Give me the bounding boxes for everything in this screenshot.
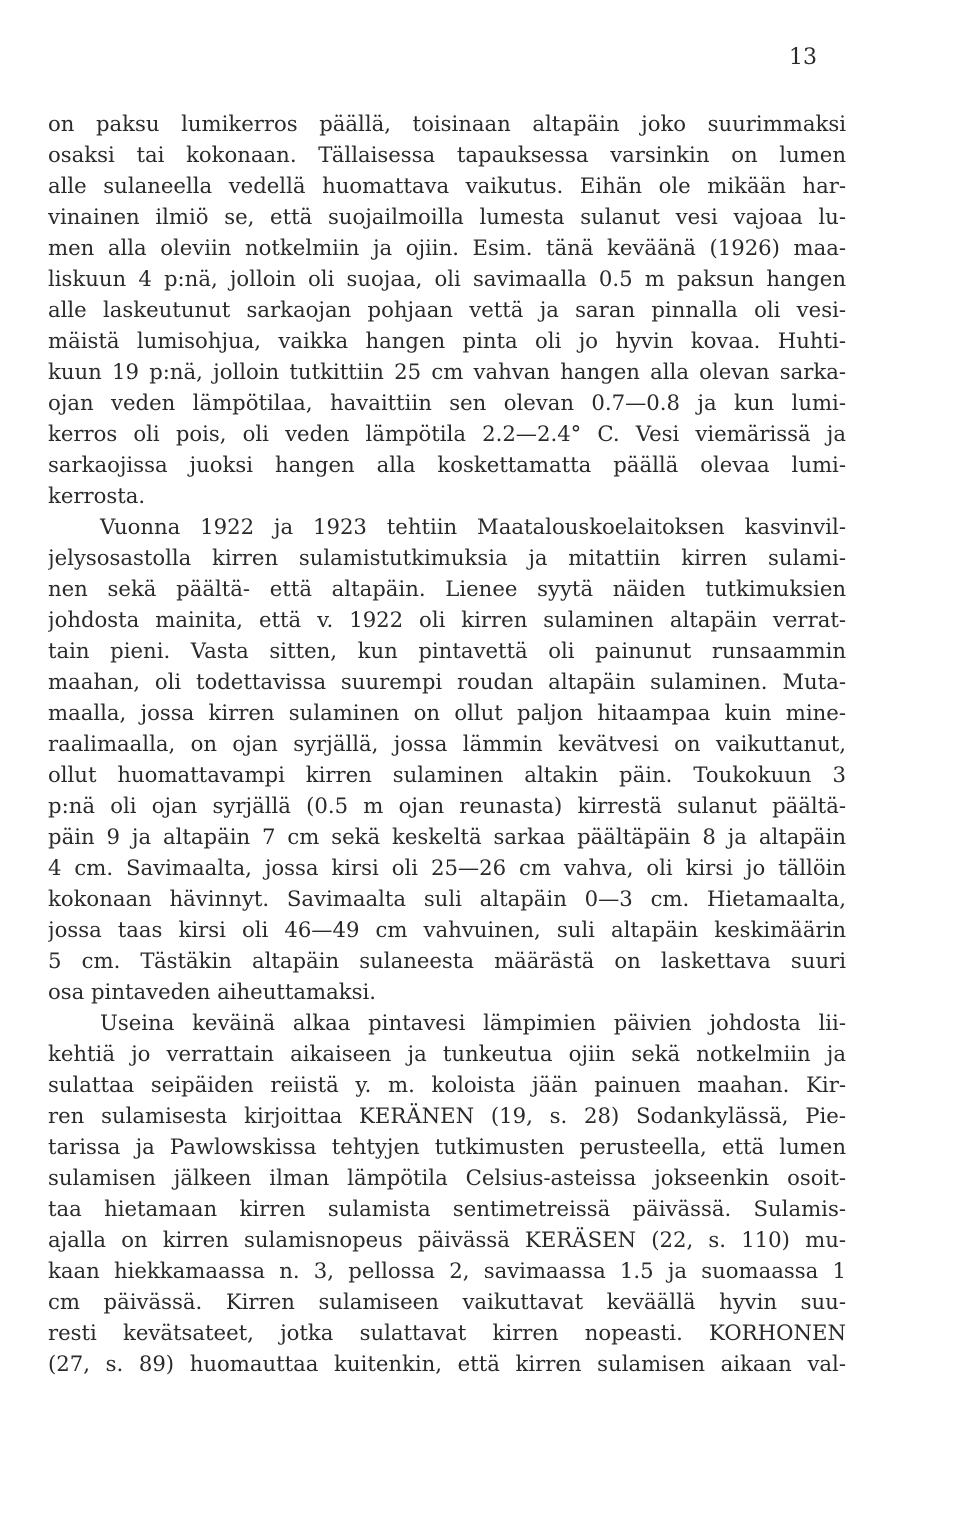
text-line: men alla oleviin notkelmiin ja ojiin. Esim. tänä keväänä (1926) maa- <box>48 235 846 260</box>
text-line: ajalla on kirren sulamisnopeus päivässä KERÄSEN (22, s. 110) mu- <box>48 1227 846 1252</box>
text-line: (27, s. 89) huomauttaa kuitenkin, että kirren sulamisen aikaan val- <box>48 1351 846 1376</box>
text-line: sulamisen jälkeen ilman lämpötila Celsius-asteissa jokseenkin osoit- <box>48 1165 846 1190</box>
text-line: sarkaojissa juoksi hangen alla koskettamatta päällä olevaa lumi- <box>48 452 846 477</box>
text-line: mäistä lumisohjua, vaikka hangen pinta oli jo hyvin kovaa. Huhti- <box>48 328 846 353</box>
text-line: nen sekä päältä- että altapäin. Lienee syytä näiden tutkimuksien <box>48 576 846 601</box>
text-line: raalimaalla, on ojan syrjällä, jossa lämmin kevätvesi on vaikuttanut, <box>48 731 846 756</box>
text-line: ollut huomattavampi kirren sulaminen altakin päin. Toukokuun 3 <box>48 762 846 787</box>
text-line: kehtiä jo verrattain aikaiseen ja tunkeutua ojiin sekä notkelmiin ja <box>48 1041 846 1066</box>
text-line: vinainen ilmiö se, että suojailmoilla lumesta sulanut vesi vajoaa lu- <box>48 204 846 229</box>
body-text <box>48 108 846 1379</box>
text-line: kerrosta. <box>48 483 146 508</box>
text-line: johdosta mainita, että v. 1922 oli kirren sulaminen altapäin verrat- <box>48 607 846 632</box>
text-line: jelysosastolla kirren sulamistutkimuksia ja mitattiin kirren sulami- <box>48 545 846 570</box>
text-line: osaksi tai kokonaan. Tällaisessa tapauksessa varsinkin on lumen <box>48 142 846 167</box>
text-line: cm päivässä. Kirren sulamiseen vaikuttavat keväällä hyvin suu- <box>48 1289 846 1314</box>
text-line: liskuun 4 p:nä, jolloin oli suojaa, oli savimaalla 0.5 m paksun hangen <box>48 266 846 291</box>
text-line: p:nä oli ojan syrjällä (0.5 m ojan reunasta) kirrestä sulanut päältä- <box>48 793 846 818</box>
text-line: jossa taas kirsi oli 46—49 cm vahvuinen, suli altapäin keskimäärin <box>48 917 846 942</box>
text-line: 5 cm. Tästäkin altapäin sulaneesta määrästä on laskettava suuri <box>48 948 846 973</box>
text-line: 4 cm. Savimaalta, jossa kirsi oli 25—26 cm vahva, oli kirsi jo tällöin <box>48 855 846 880</box>
text-line: kaan hiekkamaassa n. 3, pellossa 2, savimaassa 1.5 ja suomaassa 1 <box>48 1258 846 1283</box>
text-line: Useina keväinä alkaa pintavesi lämpimien päivien johdosta lii- <box>100 1010 846 1035</box>
text-line: sulattaa seipäiden reiistä y. m. koloista jään painuen maahan. Kir- <box>48 1072 846 1097</box>
text-line: alle laskeutunut sarkaojan pohjaan vettä ja saran pinnalla oli vesi- <box>48 297 846 322</box>
text-line: alle sulaneella vedellä huomattava vaikutus. Eihän ole mikään har- <box>48 173 846 198</box>
text-line: tain pieni. Vasta sitten, kun pintavettä oli painunut runsaammin <box>48 638 846 663</box>
text-line: päin 9 ja altapäin 7 cm sekä keskeltä sarkaa päältäpäin 8 ja altapäin <box>48 824 846 849</box>
text-line: kuun 19 p:nä, jolloin tutkittiin 25 cm vahvan hangen alla olevan sarka- <box>48 359 846 384</box>
text-line: osa pintaveden aiheuttamaksi. <box>48 979 376 1004</box>
text-line: maalla, jossa kirren sulaminen on ollut paljon hitaampaa kuin mine- <box>48 700 846 725</box>
text-line: taa hietamaan kirren sulamista sentimetreissä päivässä. Sulamis- <box>48 1196 846 1221</box>
text-line: maahan, oli todettavissa suurempi roudan altapäin sulaminen. Muta- <box>48 669 846 694</box>
text-line: on paksu lumikerros päällä, toisinaan altapäin joko suurimmaksi <box>48 111 846 136</box>
page-number: 13 <box>789 45 817 70</box>
text-line: Vuonna 1922 ja 1923 tehtiin Maatalouskoelaitoksen kasvinvil- <box>100 514 846 539</box>
text-line: kokonaan hävinnyt. Savimaalta suli altapäin 0—3 cm. Hietamaalta, <box>48 886 846 911</box>
text-line: resti kevätsateet, jotka sulattavat kirren nopeasti. KORHONEN <box>48 1320 846 1345</box>
text-line: kerros oli pois, oli veden lämpötila 2.2—2.4° C. Vesi viemärissä ja <box>48 421 846 446</box>
text-line: ojan veden lämpötilaa, havaittiin sen olevan 0.7—0.8 ja kun lumi- <box>48 390 846 415</box>
text-line: ren sulamisesta kirjoittaa KERÄNEN (19, s. 28) Sodankylässä, Pie- <box>48 1103 846 1128</box>
text-line: tarissa ja Pawlowskissa tehtyjen tutkimusten perusteella, että lumen <box>48 1134 846 1159</box>
